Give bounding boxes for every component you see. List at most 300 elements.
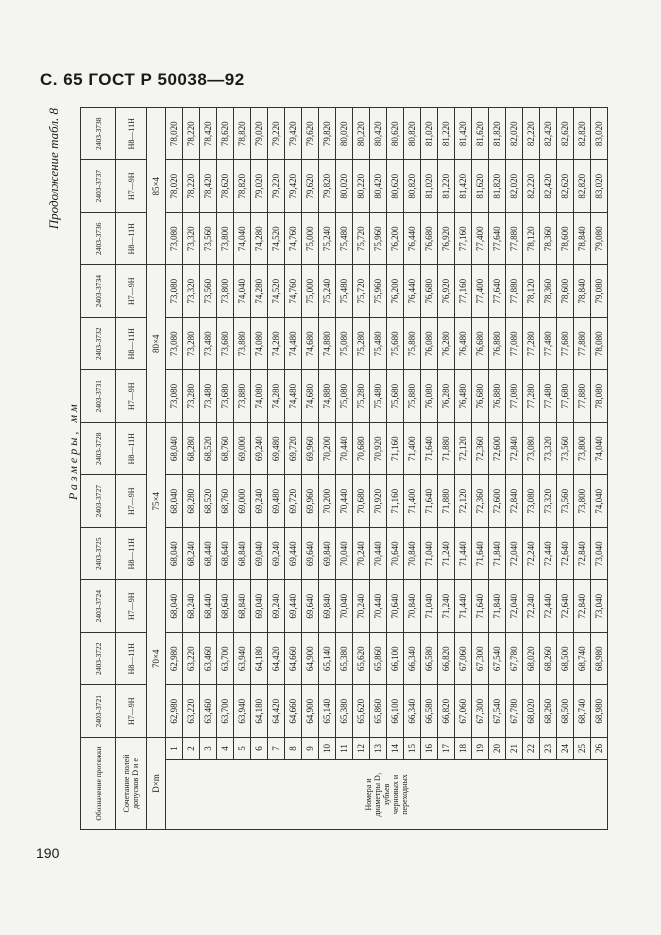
- table-cell: 70,680: [353, 475, 370, 528]
- table-cell: 72,360: [472, 422, 489, 475]
- table-cell: 82,220: [523, 107, 540, 160]
- rotated-content: [48, 108, 638, 830]
- table-cell: 73,680: [217, 317, 234, 370]
- tooth-number: 1: [166, 737, 183, 759]
- table-cell: 75,680: [387, 317, 404, 370]
- table-cell: 69,640: [302, 580, 319, 633]
- dimension-group: 80×4: [147, 265, 166, 423]
- table-cell: 71,400: [404, 475, 421, 528]
- table-cell: 63,460: [200, 632, 217, 685]
- table-cell: 77,880: [574, 317, 591, 370]
- table-cell: 73,080: [166, 265, 183, 318]
- table-cell: 66,580: [421, 632, 438, 685]
- table-cell: 72,640: [557, 527, 574, 580]
- table-cell: 75,480: [336, 265, 353, 318]
- table-row: [438, 107, 455, 829]
- table-row: [489, 107, 506, 829]
- table-cell: 77,160: [455, 212, 472, 265]
- table-cell: 74,080: [251, 317, 268, 370]
- table-cell: 68,840: [234, 527, 251, 580]
- table-cell: 76,480: [455, 317, 472, 370]
- table-cell: 75,960: [370, 212, 387, 265]
- table-cell: 75,720: [353, 265, 370, 318]
- table-cell: 66,100: [387, 685, 404, 738]
- table-cell: 79,820: [319, 107, 336, 160]
- table-cell: 68,640: [217, 527, 234, 580]
- table-cell: 70,440: [370, 580, 387, 633]
- table-cell: 82,420: [540, 160, 557, 213]
- table-cell: 71,640: [472, 580, 489, 633]
- table-cell: 75,280: [353, 317, 370, 370]
- table-cell: 79,420: [285, 160, 302, 213]
- table-row: [285, 107, 302, 829]
- table-cell: 77,280: [523, 370, 540, 423]
- table-cell: 73,880: [234, 317, 251, 370]
- table-cell: 80,820: [404, 160, 421, 213]
- table-cell: 78,020: [166, 107, 183, 160]
- table-cell: 75,080: [336, 317, 353, 370]
- table-cell: 78,120: [523, 212, 540, 265]
- table-cell: 65,860: [370, 685, 387, 738]
- table-cell: 69,240: [268, 580, 285, 633]
- table-cell: 76,920: [438, 265, 455, 318]
- table-cell: 80,620: [387, 160, 404, 213]
- fit-combination: H7—9H: [116, 685, 147, 738]
- table-row: [540, 107, 557, 829]
- table-cell: 62,980: [166, 685, 183, 738]
- table-cell: 67,780: [506, 632, 523, 685]
- fit-combination: H8—11H: [116, 422, 147, 475]
- table-cell: 75,880: [404, 370, 421, 423]
- tooth-number: 26: [591, 737, 608, 759]
- fit-combination: H8—11H: [116, 632, 147, 685]
- table-cell: 70,680: [353, 422, 370, 475]
- table-cell: 67,300: [472, 632, 489, 685]
- table-cell: 64,180: [251, 685, 268, 738]
- tooth-number: 11: [336, 737, 353, 759]
- table-cell: 72,440: [540, 527, 557, 580]
- table-cell: 67,540: [489, 632, 506, 685]
- table-cell: 68,520: [200, 475, 217, 528]
- table-cell: 68,440: [200, 580, 217, 633]
- table-cell: 76,680: [421, 212, 438, 265]
- table-cell: 69,440: [285, 580, 302, 633]
- table-cell: 73,320: [183, 212, 200, 265]
- broach-code: 2403-3728: [81, 422, 116, 475]
- table-cell: 73,040: [591, 527, 608, 580]
- tooth-number: 5: [234, 737, 251, 759]
- table-cell: 64,660: [285, 685, 302, 738]
- table-row: [455, 107, 472, 829]
- table-cell: 63,700: [217, 632, 234, 685]
- designation-header: Обозначение протяжки: [81, 737, 116, 829]
- dimension-group: 85×4: [147, 107, 166, 265]
- table-row: [234, 107, 251, 829]
- table-cell: 73,280: [183, 317, 200, 370]
- fit-combination: H8—11H: [116, 317, 147, 370]
- table-cell: 73,280: [183, 370, 200, 423]
- table-cell: 67,780: [506, 685, 523, 738]
- broach-code: 2403-3722: [81, 632, 116, 685]
- table-cell: 71,640: [421, 475, 438, 528]
- table-cell: 80,420: [370, 160, 387, 213]
- broach-code: 2403-3731: [81, 370, 116, 423]
- table-cell: 70,640: [387, 527, 404, 580]
- table-cell: 71,840: [489, 580, 506, 633]
- dimension-group: 70×4: [147, 580, 166, 738]
- table-cell: 71,040: [421, 527, 438, 580]
- table-cell: 81,220: [438, 160, 455, 213]
- table-cell: 82,020: [506, 107, 523, 160]
- side-label-line-2: черновых и переходных: [391, 774, 409, 815]
- table-cell: 68,740: [574, 685, 591, 738]
- table-cell: 68,020: [523, 685, 540, 738]
- table-cell: 69,720: [285, 475, 302, 528]
- table-cell: 70,200: [319, 422, 336, 475]
- fit-combination: H7—9H: [116, 370, 147, 423]
- table-cell: 71,240: [438, 580, 455, 633]
- table-cell: 73,560: [557, 422, 574, 475]
- table-cell: 68,440: [200, 527, 217, 580]
- table-cell: 72,040: [506, 580, 523, 633]
- table-cell: 76,880: [489, 370, 506, 423]
- table-cell: 78,840: [574, 265, 591, 318]
- table-cell: 82,820: [574, 160, 591, 213]
- gost-table: [80, 107, 608, 830]
- table-cell: 79,020: [251, 160, 268, 213]
- table-cell: 75,720: [353, 212, 370, 265]
- table-row: [574, 107, 591, 829]
- table-cell: 75,480: [336, 212, 353, 265]
- table-cell: 72,840: [574, 580, 591, 633]
- table-cell: 68,740: [574, 632, 591, 685]
- header-row-fits: [116, 107, 147, 829]
- table-cell: 78,080: [591, 370, 608, 423]
- table-cell: 67,060: [455, 632, 472, 685]
- table-cell: 64,420: [268, 685, 285, 738]
- table-cell: 68,040: [166, 475, 183, 528]
- table-cell: 81,820: [489, 107, 506, 160]
- table-cell: 78,620: [217, 107, 234, 160]
- table-cell: 68,260: [540, 632, 557, 685]
- table-row: [506, 107, 523, 829]
- table-row: [217, 107, 234, 829]
- table-cell: 81,420: [455, 160, 472, 213]
- table-cell: 79,620: [302, 107, 319, 160]
- table-cell: 76,440: [404, 212, 421, 265]
- table-cell: 74,280: [251, 212, 268, 265]
- table-cell: 76,280: [438, 370, 455, 423]
- table-cell: 75,240: [319, 265, 336, 318]
- table-cell: 73,080: [166, 212, 183, 265]
- table-cell: 78,820: [234, 160, 251, 213]
- tooth-number: 21: [506, 737, 523, 759]
- table-cell: 63,220: [183, 685, 200, 738]
- table-cell: 78,080: [591, 317, 608, 370]
- table-cell: 69,960: [302, 422, 319, 475]
- tooth-number: 14: [387, 737, 404, 759]
- table-cell: 75,240: [319, 212, 336, 265]
- fit-combination: H8—11H: [116, 527, 147, 580]
- table-cell: 69,000: [234, 475, 251, 528]
- table-cell: 64,180: [251, 632, 268, 685]
- table-cell: 64,660: [285, 632, 302, 685]
- table-cell: 64,900: [302, 685, 319, 738]
- table-cell: 75,000: [302, 212, 319, 265]
- table-cell: 73,040: [591, 580, 608, 633]
- table-cell: 78,820: [234, 107, 251, 160]
- tooth-number: 19: [472, 737, 489, 759]
- table-cell: 78,220: [183, 107, 200, 160]
- table-cell: 81,620: [472, 160, 489, 213]
- broach-code: 2403-3736: [81, 212, 116, 265]
- tooth-number: 24: [557, 737, 574, 759]
- table-cell: 70,440: [336, 475, 353, 528]
- table-cell: 74,280: [251, 265, 268, 318]
- table-cell: 74,080: [251, 370, 268, 423]
- table-cell: 81,820: [489, 160, 506, 213]
- table-cell: 68,020: [523, 632, 540, 685]
- table-cell: 73,320: [540, 475, 557, 528]
- table-cell: 69,640: [302, 527, 319, 580]
- table-cell: 73,680: [217, 370, 234, 423]
- table-cell: 76,200: [387, 265, 404, 318]
- table-cell: 71,160: [387, 422, 404, 475]
- table-cell: 82,620: [557, 160, 574, 213]
- table-cell: 76,680: [472, 317, 489, 370]
- table-cell: 73,320: [540, 422, 557, 475]
- table-cell: 72,600: [489, 422, 506, 475]
- fit-combination: H7—9H: [116, 265, 147, 318]
- broach-code: 2403-3732: [81, 317, 116, 370]
- table-cell: 65,620: [353, 632, 370, 685]
- table-cell: 81,020: [421, 160, 438, 213]
- table-row: [166, 107, 183, 829]
- table-cell: 66,820: [438, 685, 455, 738]
- table-cell: 64,420: [268, 632, 285, 685]
- tooth-number: 10: [319, 737, 336, 759]
- table-cell: 66,340: [404, 685, 421, 738]
- table-cell: 80,420: [370, 107, 387, 160]
- table-cell: 73,080: [523, 475, 540, 528]
- table-cell: 80,220: [353, 160, 370, 213]
- side-label-line-1: Номера и диаметры D₁ зубьев: [364, 772, 391, 817]
- fit-combination: H7—9H: [116, 160, 147, 213]
- table-cell: 79,020: [251, 107, 268, 160]
- broach-code: 2403-3738: [81, 107, 116, 160]
- tooth-number: 4: [217, 737, 234, 759]
- table-cell: 69,960: [302, 475, 319, 528]
- table-row: [557, 107, 574, 829]
- table-cell: 77,400: [472, 212, 489, 265]
- tooth-number: 20: [489, 737, 506, 759]
- table-row: [336, 107, 353, 829]
- table-cell: 73,560: [200, 265, 217, 318]
- table-cell: 74,760: [285, 265, 302, 318]
- tooth-number: 3: [200, 737, 217, 759]
- table-cell: 79,620: [302, 160, 319, 213]
- table-cell: 69,480: [268, 475, 285, 528]
- table-cell: 67,540: [489, 685, 506, 738]
- table-cell: 70,240: [353, 527, 370, 580]
- table-cell: 83,020: [591, 160, 608, 213]
- table-cell: 63,220: [183, 632, 200, 685]
- table-cell: 74,480: [285, 370, 302, 423]
- table-cell: 76,280: [438, 317, 455, 370]
- table-cell: 69,240: [268, 527, 285, 580]
- table-cell: 70,240: [353, 580, 370, 633]
- table-cell: 76,080: [421, 370, 438, 423]
- table-cell: 72,360: [472, 475, 489, 528]
- table-cell: 77,880: [574, 370, 591, 423]
- table-cell: 79,080: [591, 265, 608, 318]
- table-cell: 69,480: [268, 422, 285, 475]
- tooth-number: 25: [574, 737, 591, 759]
- tooth-number: 23: [540, 737, 557, 759]
- broach-code: 2403-3725: [81, 527, 116, 580]
- tooth-number: 12: [353, 737, 370, 759]
- table-cell: 65,140: [319, 685, 336, 738]
- table-cell: 65,140: [319, 632, 336, 685]
- table-cell: 75,280: [353, 370, 370, 423]
- table-cell: 63,940: [234, 632, 251, 685]
- tooth-number: 15: [404, 737, 421, 759]
- fit-combination: H7—9H: [116, 475, 147, 528]
- table-cell: 69,040: [251, 580, 268, 633]
- table-row: [251, 107, 268, 829]
- table-cell: 73,560: [200, 212, 217, 265]
- broach-code: 2403-3724: [81, 580, 116, 633]
- table-cell: 77,160: [455, 265, 472, 318]
- table-cell: 72,640: [557, 580, 574, 633]
- table-cell: 66,100: [387, 632, 404, 685]
- table-cell: 73,080: [166, 370, 183, 423]
- table-cell: 80,220: [353, 107, 370, 160]
- table-cell: 68,500: [557, 685, 574, 738]
- table-cell: 68,240: [183, 580, 200, 633]
- table-cell: 74,680: [302, 317, 319, 370]
- table-cell: 76,920: [438, 212, 455, 265]
- table-cell: 66,820: [438, 632, 455, 685]
- table-cell: 68,240: [183, 527, 200, 580]
- table-cell: 72,440: [540, 580, 557, 633]
- table-cell: 73,080: [166, 317, 183, 370]
- table-cell: 74,280: [268, 370, 285, 423]
- table-cell: 74,040: [591, 475, 608, 528]
- table-cell: 74,520: [268, 265, 285, 318]
- table-cell: 69,720: [285, 422, 302, 475]
- table-cell: 70,840: [404, 580, 421, 633]
- table-cell: 68,980: [591, 685, 608, 738]
- table-cell: 71,840: [489, 527, 506, 580]
- table-cell: 71,640: [472, 527, 489, 580]
- table-cell: 71,240: [438, 527, 455, 580]
- table-cell: 72,840: [506, 422, 523, 475]
- table-cell: 69,840: [319, 580, 336, 633]
- table-cell: 73,800: [574, 475, 591, 528]
- table-cell: 77,080: [506, 370, 523, 423]
- table-cell: 79,220: [268, 160, 285, 213]
- table-cell: 68,520: [200, 422, 217, 475]
- table-cell: 82,420: [540, 107, 557, 160]
- table-cell: 82,020: [506, 160, 523, 213]
- sizes-title: Размеры, мм: [66, 401, 80, 500]
- table-cell: 77,400: [472, 265, 489, 318]
- table-cell: 71,640: [421, 422, 438, 475]
- table-cell: 74,040: [591, 422, 608, 475]
- table-cell: 74,480: [285, 317, 302, 370]
- table-cell: 72,040: [506, 527, 523, 580]
- broach-code: 2403-3727: [81, 475, 116, 528]
- table-cell: 82,220: [523, 160, 540, 213]
- tooth-number: 8: [285, 737, 302, 759]
- table-cell: 78,620: [217, 160, 234, 213]
- table-cell: 70,920: [370, 475, 387, 528]
- table-cell: 81,020: [421, 107, 438, 160]
- table-cell: 72,600: [489, 475, 506, 528]
- table-cell: 68,760: [217, 422, 234, 475]
- table-cell: 78,360: [540, 265, 557, 318]
- table-cell: 80,020: [336, 107, 353, 160]
- table-row: [353, 107, 370, 829]
- table-cell: 72,120: [455, 422, 472, 475]
- table-row: [421, 107, 438, 829]
- table-cell: 70,920: [370, 422, 387, 475]
- tooth-number: 22: [523, 737, 540, 759]
- table-cell: 79,820: [319, 160, 336, 213]
- broach-code: 2403-3737: [81, 160, 116, 213]
- table-cell: 71,160: [387, 475, 404, 528]
- table-cell: 69,840: [319, 527, 336, 580]
- table-cell: 66,580: [421, 685, 438, 738]
- table-cell: 78,020: [166, 160, 183, 213]
- table-cell: 74,880: [319, 317, 336, 370]
- table-cell: 73,800: [217, 212, 234, 265]
- table-cell: 67,300: [472, 685, 489, 738]
- table-cell: 74,680: [302, 370, 319, 423]
- table-cell: 62,980: [166, 632, 183, 685]
- table-row: [387, 107, 404, 829]
- table-cell: 65,380: [336, 685, 353, 738]
- table-cell: 72,240: [523, 580, 540, 633]
- table-cell: 65,620: [353, 685, 370, 738]
- table-cell: 76,200: [387, 212, 404, 265]
- table-cell: 63,460: [200, 685, 217, 738]
- tooth-number: 13: [370, 737, 387, 759]
- table-cell: 81,420: [455, 107, 472, 160]
- table-cell: 72,240: [523, 527, 540, 580]
- table-cell: 79,220: [268, 107, 285, 160]
- table-cell: 74,760: [285, 212, 302, 265]
- table-cell: 69,040: [251, 527, 268, 580]
- table-cell: 78,840: [574, 212, 591, 265]
- table-cell: 77,680: [557, 317, 574, 370]
- table-cell: 76,440: [404, 265, 421, 318]
- table-cell: 77,280: [523, 317, 540, 370]
- table-cell: 66,340: [404, 632, 421, 685]
- table-cell: 76,680: [472, 370, 489, 423]
- table-cell: 68,760: [217, 475, 234, 528]
- table-cell: 68,980: [591, 632, 608, 685]
- table-cell: 77,480: [540, 317, 557, 370]
- table-cell: 74,280: [268, 317, 285, 370]
- table-cell: 73,560: [557, 475, 574, 528]
- table-row: [268, 107, 285, 829]
- table-cell: 64,900: [302, 632, 319, 685]
- table-cell: 73,800: [217, 265, 234, 318]
- table-row: [370, 107, 387, 829]
- table-cell: 77,080: [506, 317, 523, 370]
